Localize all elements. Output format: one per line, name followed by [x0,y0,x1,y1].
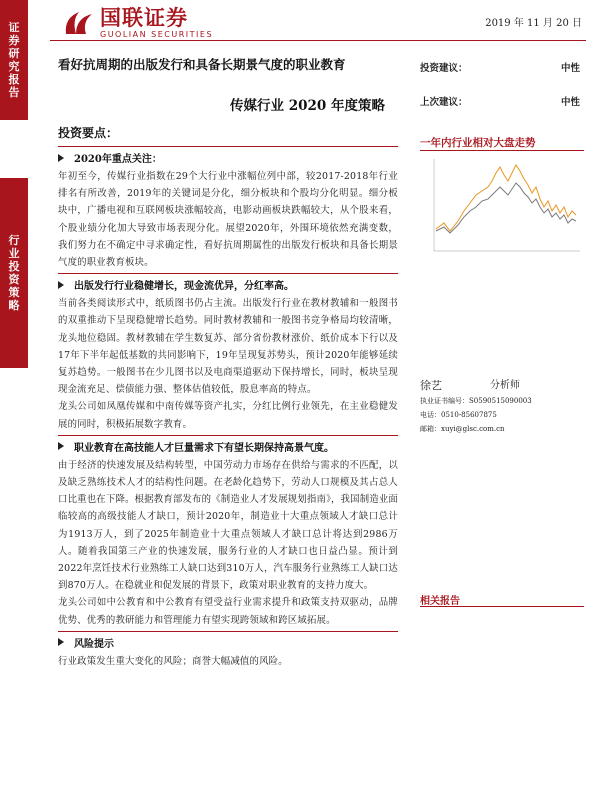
bullet-heading [58,277,398,292]
related-reports-title: 相关报告 [420,596,460,607]
bullet-heading-text: 2020年重点关注： [74,154,162,165]
paragraph: 行业政策发生重大变化的风险；商誉大幅减值的风险。 [58,655,288,667]
report-date: 2019 年 11 月 20 日 [485,18,582,29]
bullet-heading [58,150,398,165]
paragraph: 龙头公司如中公教育和中公教育有望受益行业需求提升和政策支持双驱动，品牌优势、优秀的教研能力和管理能力有望实现跨领域和跨区域拓展。 [58,597,398,626]
bullet-heading-text: 风险提示 [74,638,114,650]
vertical-tag-char: 证 [8,21,20,34]
chart-title: 一年内行业相对大盘走势 [420,137,536,149]
bullet-heading [58,635,398,650]
paragraph: 当前各类阅读形式中，纸质图书仍占主流。出版发行行业在教材教辅和一般图书的双重推动下呈现稳健增长趋势。同时教材教辅和一般图书竞争格局均较清晰，龙头地位稳固。教材教辅在学生数复苏、部分省份教材涨价、纸价成本下行以及17年下半年起低基数的共同影响下，19年呈现复苏势头，预计2020年能够延续复苏趋势。一般图书在少儿图书以及电商渠道驱动下保持增长，同时，板块呈现现金流充足、偿债能力强、整体估值较低，股息率高的特点。 [58,298,398,396]
bullet-heading [58,439,398,454]
report-category-tag [0,178,28,368]
rating-label: 上次建议： [420,97,468,108]
email-label: 邮箱： [420,425,441,433]
series-line-1 [436,165,576,231]
chart-svg [420,151,584,269]
related-divider [420,606,584,607]
triangle-bullet-icon [58,638,64,646]
logo-text-cn: 国联证券 [100,6,188,30]
triangle-bullet-icon [58,154,64,162]
company-logo [62,6,213,39]
rating-value: 中性 [560,63,580,74]
analyst-role: 分析师 [490,380,520,391]
vertical-tag-char: 业 [8,247,20,260]
license-value: S0590515090003 [469,397,532,405]
triangle-bullet-icon [58,281,64,289]
rating-value: 中性 [560,97,580,108]
vertical-tag-char: 究 [8,60,20,73]
header-divider [50,40,586,41]
report-title: 看好抗周期的出版发行和具备长期景气度的职业教育 [58,57,346,72]
vertical-tag-char: 告 [8,86,20,99]
paragraph: 龙头公司如凤凰传媒和中南传媒等资产扎实，分红比例行业领先，在主业稳健发展的同时，积极拓展数字教育。 [58,401,398,430]
analyst-info [420,378,584,436]
paragraph: 由于经济的快速发展及结构转型，中国劳动力市场存在供给与需求的不匹配，以及缺乏熟练技术人才的结构性问题。在老龄化趋势下，劳动人口规模及其占总人口比重也在下降。根据教育部发布的《制造业人才发展规划指南》，我国制造业面临较高的高级技能人才缺口，预计2020年，制造业十大重点领域人才缺口总计为1913万人，到了2025年制造业十大重点领域人才缺口总计将达到2986万人。随着我国第三产业的快速发展，服务行业的人才缺口也日益凸显。预计到2022年烹饪技术行业熟练工人缺口达到310万人，汽车服务行业熟练工人缺口达到870万人。在稳就业和促发展的背景下，政策对职业教育的支持力度大。 [58,459,399,592]
relative-performance-chart [420,150,584,270]
rating-label: 投资建议： [420,63,468,74]
vertical-tag-char: 资 [8,273,20,286]
vertical-tag-char: 投 [8,260,20,273]
bullet-heading-text: 职业教育在高技能人才巨量需求下有望长期保持高景气度。 [74,442,334,454]
analyst-name: 徐艺 [420,379,442,392]
vertical-tag-char: 报 [8,73,20,86]
vertical-tag-char: 策 [8,286,20,299]
section-divider [58,273,398,274]
previous-rating [420,94,580,108]
vertical-tag-char: 券 [8,34,20,47]
report-type-tag [0,0,28,120]
bullet-heading-text: 出版发行行业稳健增长，现金流优异，分红率高。 [74,281,294,293]
license-label: 执业证书编号： [420,397,469,405]
vertical-tag-char: 研 [8,47,20,60]
main-content [58,124,398,670]
paragraph: 年初至今，传媒行业指数在29个大行业中涨幅位列中部，较2017-2018年行业排名有所改善，2019年的关键词是分化，细分板块和个股均分化明显。细分板块中，广播电视和互联网板块涨幅较高，电影动画板块跌幅较大，从个股来看，个股业绩分化加大导致市场表现分化。展望2020年，外围环境依然充满变数，我们努力在不确定中寻求确定性，看好抗周期属性的出版发行板块和具备长期景气度的职业教育板块。 [58,171,398,269]
vertical-tag-char: 行 [8,234,20,247]
section-divider [58,146,398,147]
investment-rating [420,60,580,74]
logo-mark-icon [62,8,96,38]
section-divider [58,435,398,436]
report-subtitle: 传媒行业 2020 年度策略 [230,98,385,114]
series-line-2 [436,183,576,233]
section-heading: 投资要点： [58,126,119,140]
phone-value: 0510-85607875 [441,411,497,419]
triangle-bullet-icon [58,442,64,450]
vertical-tag-char: 略 [8,299,20,312]
phone-label: 电话： [420,411,441,419]
section-divider [58,631,398,632]
email-value: xuyi@glsc.com.cn [441,425,505,433]
logo-text-en: GUOLIAN SECURITIES [100,30,214,39]
